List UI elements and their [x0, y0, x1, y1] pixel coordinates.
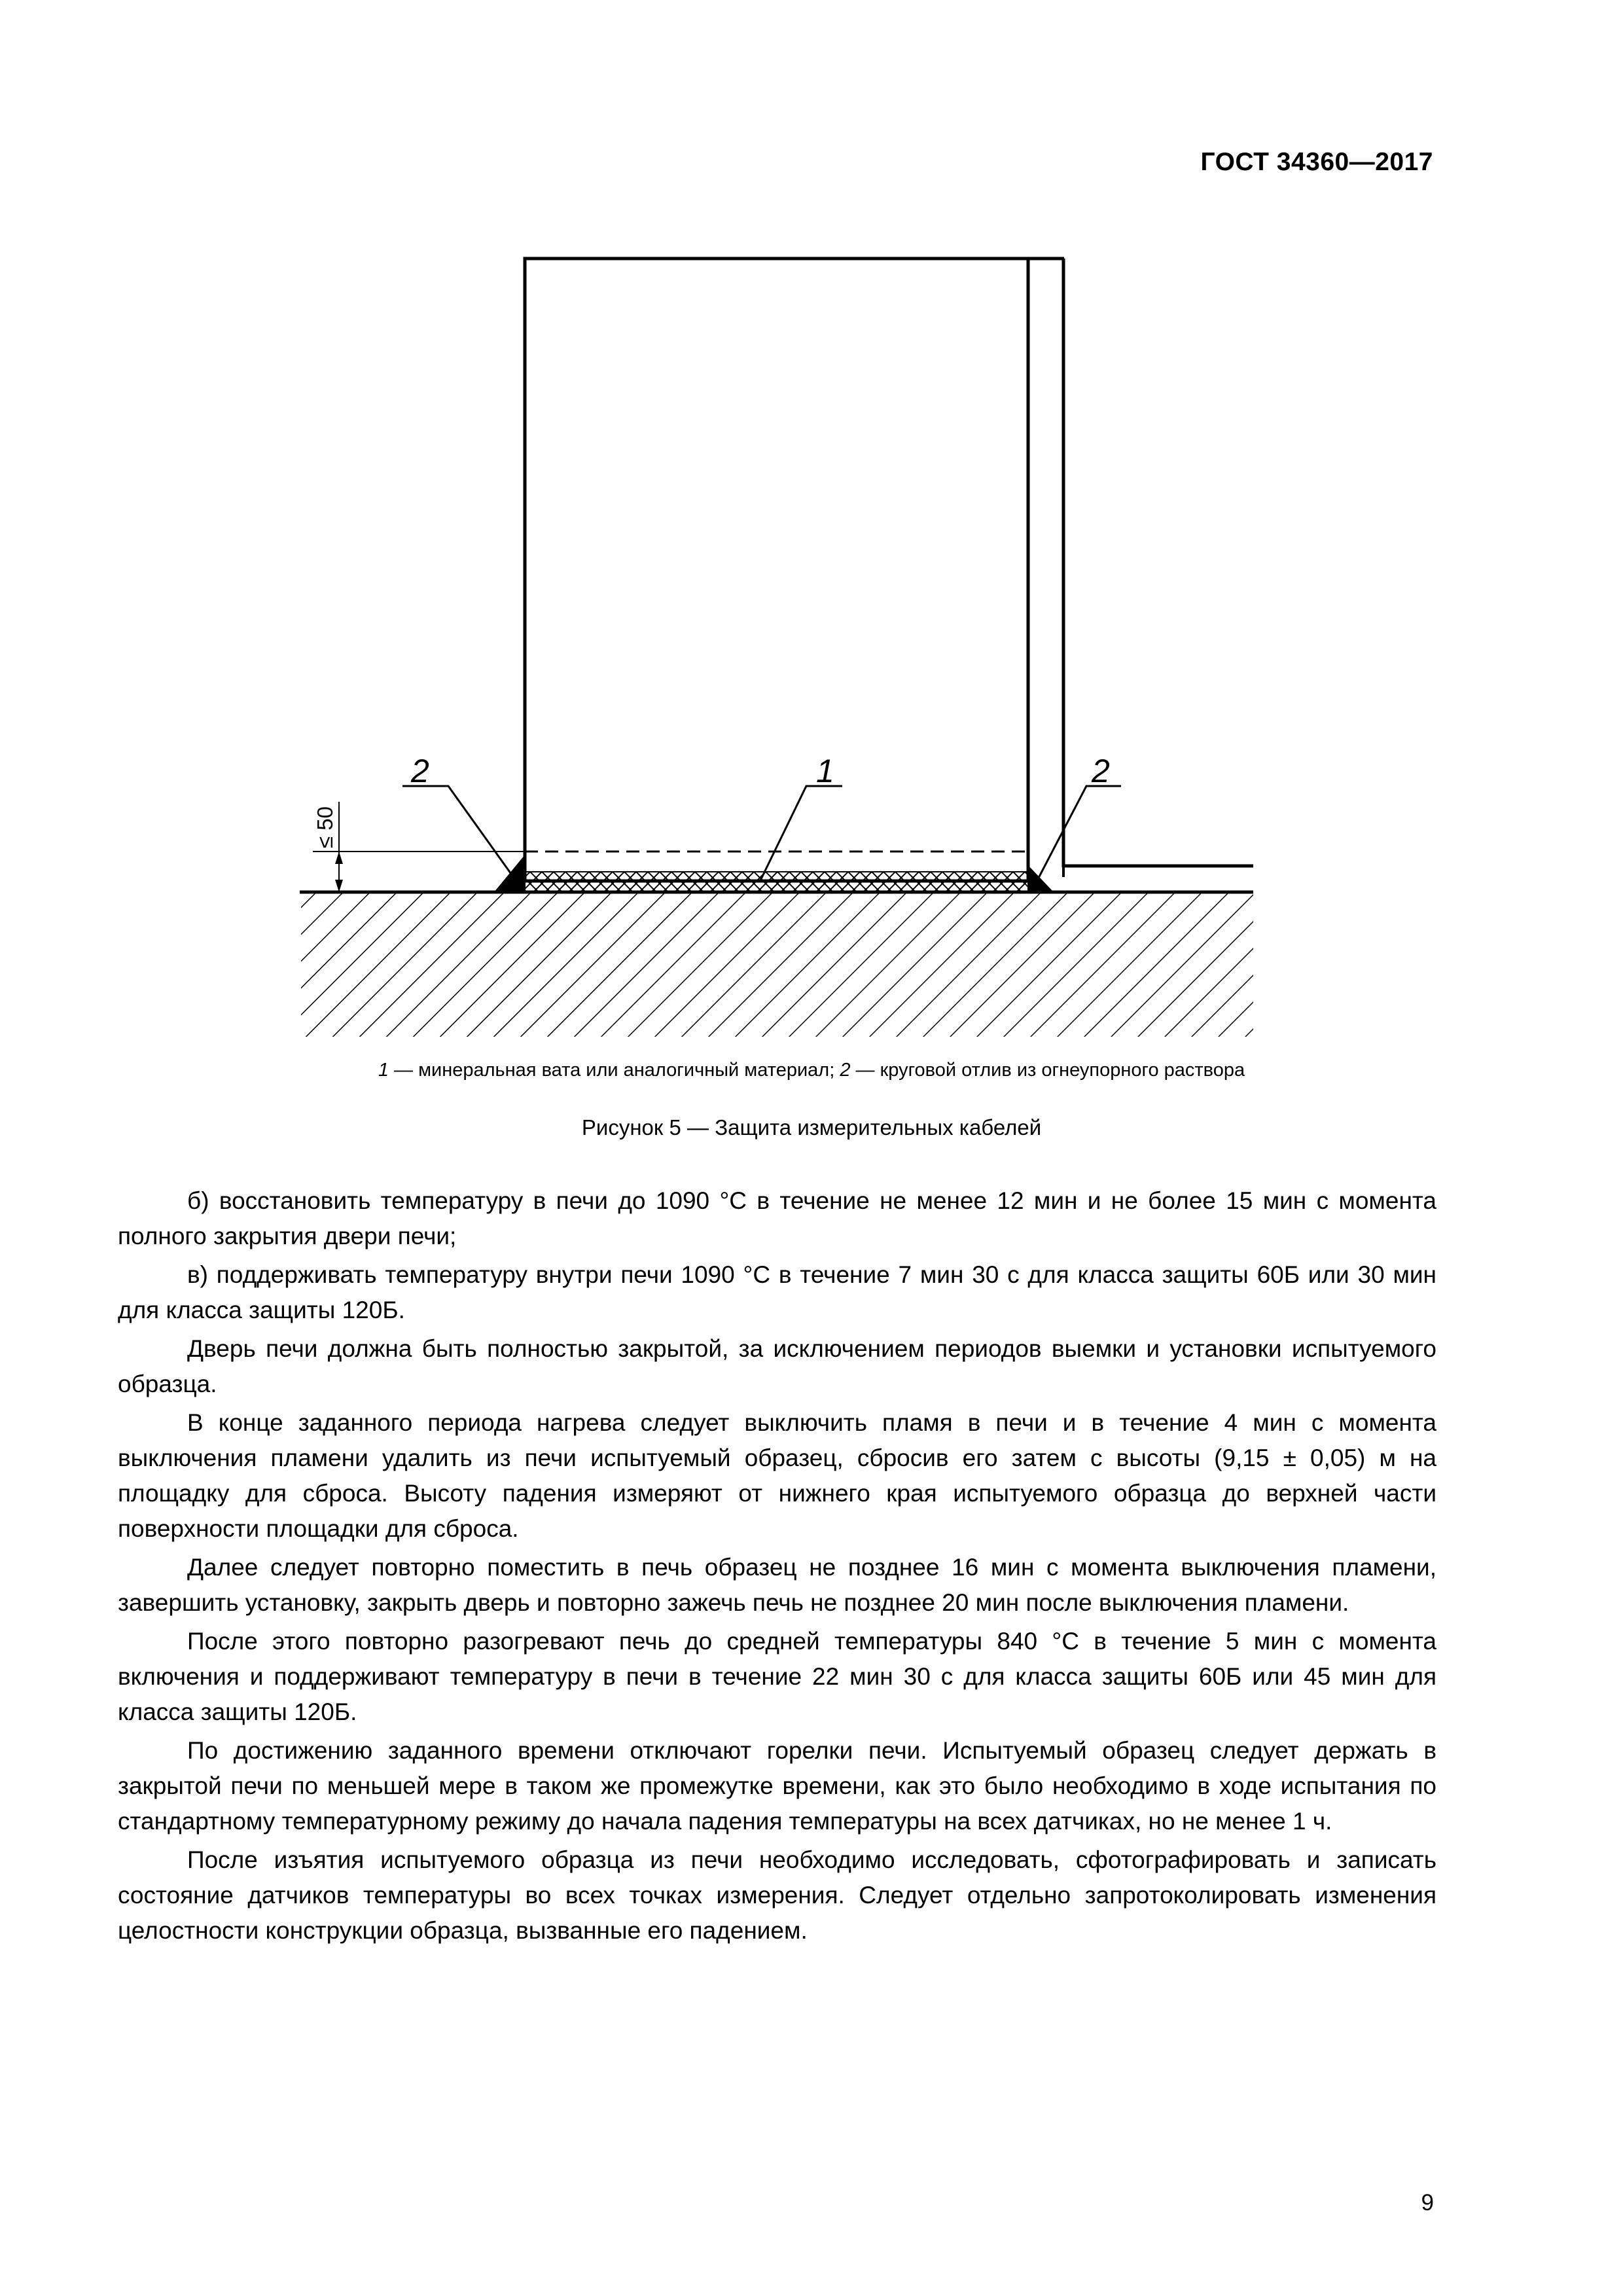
callout-center: 1: [816, 753, 834, 789]
paragraph: Дверь печи должна быть полностью закрытой, за исключением периодов выемки и установки испытуемого образца.: [118, 1335, 1436, 1397]
paragraph: В конце заданного периода нагрева следует выключить пламя в печи и в течение 4 мин с момента выключения пламени удалить из печи испытуемый образец, сбросив его затем с высоты (9,15 ± 0,05) м на площадку для сброса. Высоту падения измеряют от нижнего края испытуемого образца до верхней части поверхности площадки для сброса.: [118, 1409, 1436, 1542]
paragraph: б) восстановить температуру в печи до 1090 °С в течение не менее 12 мин и не более 15 мин с момента полного закрытия двери печи;: [118, 1187, 1436, 1249]
mortar-fillet-left: [494, 855, 525, 892]
figure-caption: Рисунок 5 — Защита измерительных кабелей: [581, 1115, 1042, 1139]
specimen-box: [525, 259, 1028, 881]
page-number: 9: [1421, 2190, 1434, 2215]
legend-text-1: — минеральная вата или аналогичный материал;: [388, 1060, 840, 1081]
ground-hatching: [301, 893, 1253, 1037]
paragraph: Далее следует повторно поместить в печь образец не позднее 16 мин с момента выключения пламени, завершить установку, закрыть дверь и повторно зажечь печь не позднее 20 мин после выключения пламени.: [118, 1554, 1436, 1616]
leader-center: [760, 786, 842, 880]
figure-legend: [0, 1060, 1623, 1081]
paragraph: в) поддерживать температуру внутри печи 1090 °С в течение 7 мин 30 с для класса защиты 60Б или 30 мин для класса защиты 120Б.: [118, 1261, 1436, 1323]
paragraph: После изъятия испытуемого образца из печи необходимо исследовать, сфотографировать и записать состояние датчиков температуры во всех точках измерения. Следует отдельно запротоколировать изменения целостности конструкции образца, вызванные его падением.: [118, 1846, 1436, 1944]
document-code: ГОСТ 34360—2017: [1200, 148, 1433, 176]
leader-left: [402, 786, 516, 880]
body-text: [118, 1183, 1436, 1952]
dim-arrow-up: [335, 852, 343, 864]
callout-left: 2: [411, 753, 429, 789]
paragraph: После этого повторно разогревают печь до средней температуры 840 °С в течение 5 мин с момента включения и поддерживают температуру в печи в течение 22 мин 30 с для класса защиты 60Б или 45 мин для класса защиты 120Б.: [118, 1628, 1436, 1725]
mineral-wool: [525, 872, 1028, 891]
paragraph: По достижению заданного времени отключают горелки печи. Испытуемый образец следует держать в закрытой печи по меньшей мере в таком же промежутке времени, как это было необходимо в ходе испытания по стандартному температурному режиму до начала падения температуры на всех датчиках, но не менее 1 ч.: [118, 1737, 1436, 1835]
mortar-fillet-right: [1028, 865, 1054, 892]
cable-protection-diagram: [0, 0, 1623, 1047]
dim-arrow-down: [335, 880, 343, 892]
legend-text-2: — круговой отлив из огнеупорного раствора: [850, 1060, 1245, 1081]
legend-num-1: 1: [378, 1060, 389, 1081]
dimension-label: ≤ 50: [313, 806, 337, 848]
legend-num-2: 2: [840, 1060, 851, 1081]
callout-right: 2: [1092, 753, 1110, 789]
